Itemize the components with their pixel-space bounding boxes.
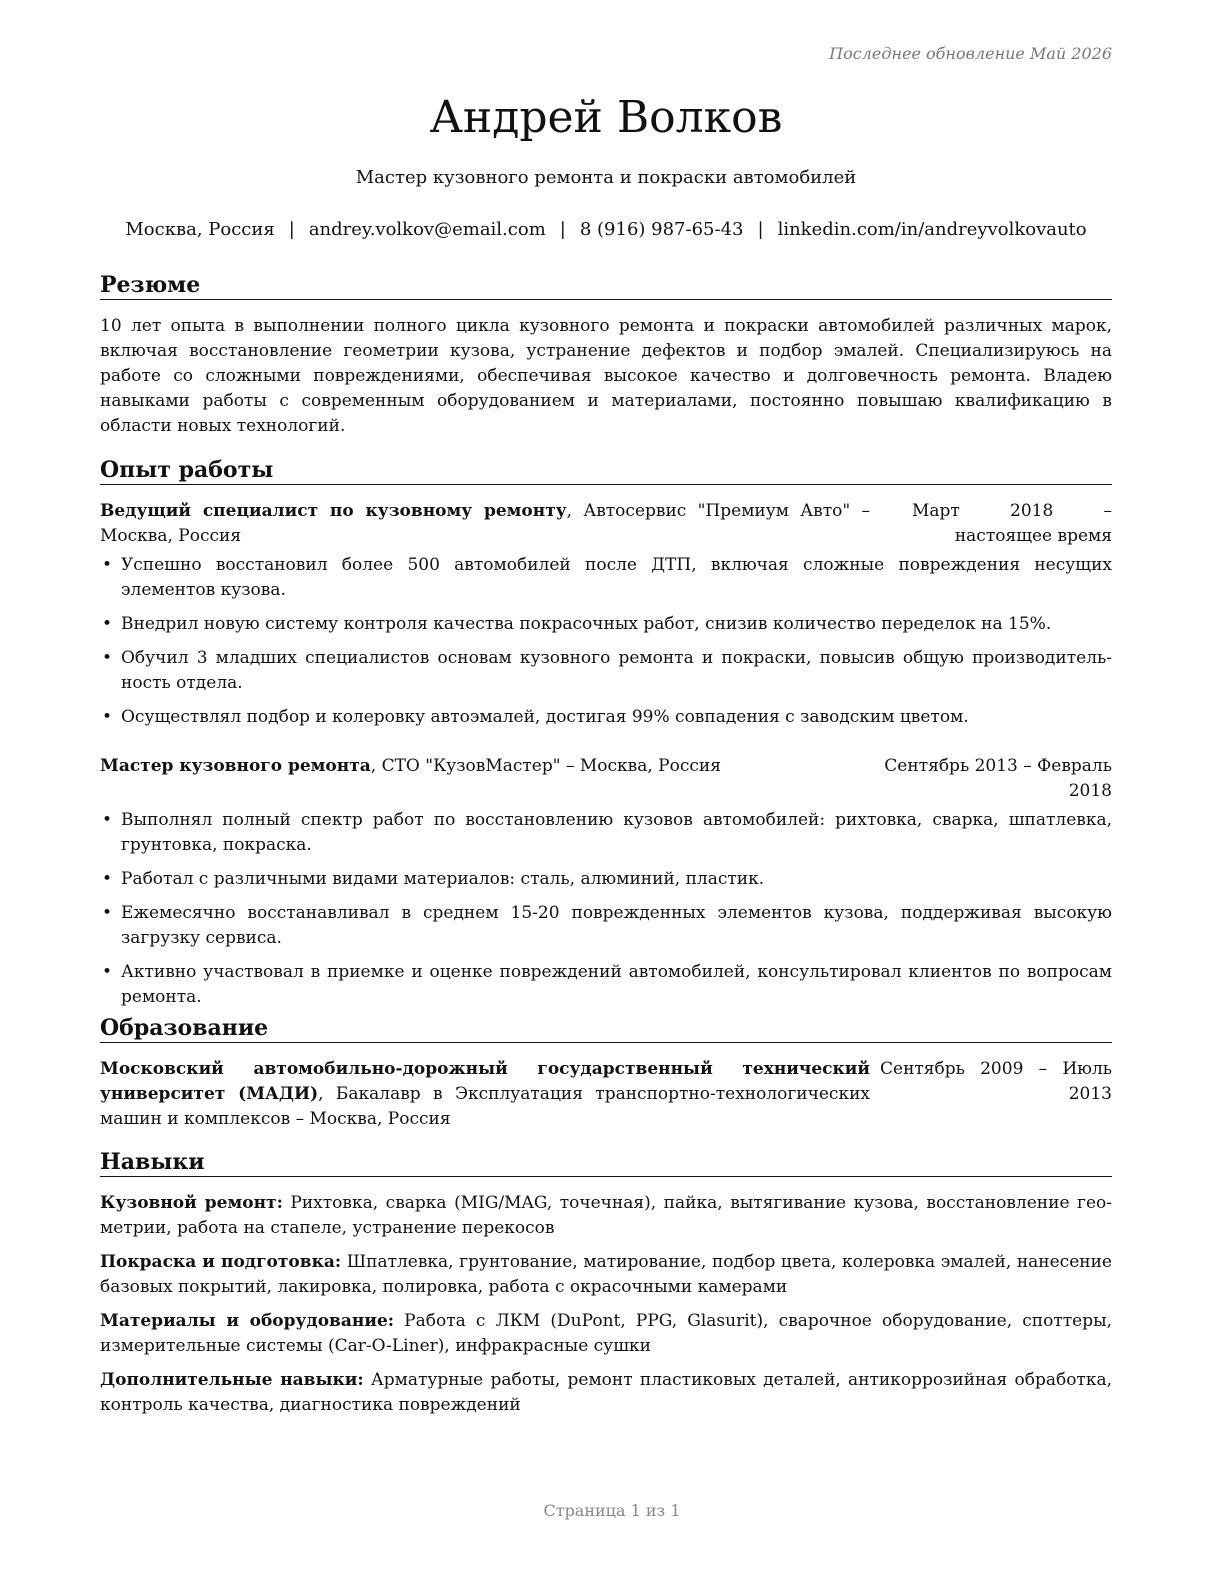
contact-separator: | xyxy=(757,219,764,240)
summary-heading: Резюме xyxy=(100,271,1112,300)
skill-text: Арматурные работы, ремонт пластиковых деталей, антикоррозийная обработка, контроль качества, диагностика повреждений xyxy=(100,1370,1112,1415)
job-entry xyxy=(100,754,1112,1010)
summary-text: 10 лет опыта в выполнении полного цикла кузовного ремонта и покраски автомобилей различных марок, включая восстановление геометрии кузова, устранение дефектов и подбор эмалей. Специализируюсь на работе со сложными повреждениями, обеспечивая высокое качество и долговечность ремонта. Владею навыками работы с современным оборудованием и материалами, постоянно повышаю квалификацию в области новых технологий. xyxy=(100,316,1112,436)
job-org: , СТО "КузовМастер" – Москва, Россия xyxy=(370,756,721,776)
skills-heading: Навыки xyxy=(100,1148,1112,1177)
job-bullet: • Выполнял полный спектр работ по восстановлению кузовов автомобилей: рихтовка, сварка, шпатлевка, грунтовка, покраска. xyxy=(100,808,1112,858)
job-bullet: • Осуществлял подбор и колеровку автоэмалей, достигая 99% совпадения с заводским цветом. xyxy=(100,705,1112,730)
job-bullets xyxy=(100,553,1112,730)
job-org: , Автосервис "Премиум Авто" – Москва, Россия xyxy=(100,501,871,546)
skill-label: Покраска и подготовка: xyxy=(100,1252,342,1272)
skill-item xyxy=(100,1309,1112,1359)
skills-section xyxy=(100,1148,1112,1427)
contact-linkedin[interactable]: linkedin.com/in/andreyvolkovauto xyxy=(777,219,1087,240)
job-entry xyxy=(100,499,1112,730)
education-heading: Образование xyxy=(100,1014,1112,1043)
job-bullets xyxy=(100,808,1112,1010)
contact-phone[interactable]: 8 (916) 987-65-43 xyxy=(579,219,744,240)
education-school: Московский автомобильно-дорожный государственный технический университет (МАДИ) xyxy=(100,1059,870,1104)
education-title-line xyxy=(100,1057,870,1132)
skill-item xyxy=(100,1191,1112,1241)
summary-section xyxy=(100,271,1112,439)
education-header xyxy=(100,1057,1112,1132)
job-header xyxy=(100,754,1112,804)
job-bullet: • Успешно восстановил более 500 автомобилей после ДТП, включая сложные повреждения несущих элементов кузова. xyxy=(100,553,1112,603)
job-bullet: • Ежемесячно восстанавливал в среднем 15-20 поврежденных элементов кузова, поддерживая высокую загрузку сервиса. xyxy=(100,901,1112,951)
candidate-name: Андрей Волков xyxy=(429,92,783,143)
education-details: , Бакалавр в Эксплуатация транспортно-технологических машин и комплексов – Москва, Россия xyxy=(100,1084,870,1129)
job-bullet: • Обучил 3 младших специалистов основам кузовного ремонта и покраски, повысив общую производительность отдела. xyxy=(100,646,1112,696)
contact-line xyxy=(100,219,1112,240)
education-section xyxy=(100,1014,1112,1132)
page-number: Страница 1 из 1 xyxy=(543,1501,681,1520)
skills-list xyxy=(100,1191,1112,1418)
skill-text: Шпатлевка, грунтование, матирование, подбор цвета, колеровка эмалей, нанесение базовых покрытий, лакировка, полировка, работа с окрасочными камерами xyxy=(100,1252,1112,1297)
candidate-title: Мастер кузовного ремонта и покраски автомобилей xyxy=(355,167,857,188)
last-updated: Последнее обновление Май 2026 xyxy=(829,44,1112,63)
contact-location: Москва, Россия xyxy=(125,219,275,240)
job-dates: Сентябрь 2013 – Февраль 2018 xyxy=(884,756,1112,801)
contact-separator: | xyxy=(559,219,566,240)
skill-label: Кузовной ремонт: xyxy=(100,1193,283,1213)
job-role: Мастер кузовного ремонта xyxy=(100,756,371,776)
skill-item xyxy=(100,1368,1112,1418)
job-dates: Март 2018 – настоящее время xyxy=(912,501,1112,546)
contact-separator: | xyxy=(288,219,295,240)
skill-label: Материалы и оборудование: xyxy=(100,1311,395,1331)
skill-item xyxy=(100,1250,1112,1300)
job-bullet: • Работал с различными видами материалов: сталь, алюминий, пластик. xyxy=(100,867,1112,892)
experience-heading: Опыт работы xyxy=(100,456,1112,485)
education-entry xyxy=(100,1057,1112,1132)
education-dates: Сентябрь 2009 – Июль 2013 xyxy=(880,1059,1112,1104)
job-header xyxy=(100,499,1112,549)
contact-email[interactable]: andrey.volkov@email.com xyxy=(308,219,546,240)
experience-section xyxy=(100,456,1112,1019)
job-bullet: • Активно участвовал в приемке и оценке повреждений автомобилей, консультировал клиентов по вопросам ремонта. xyxy=(100,960,1112,1010)
job-title-line xyxy=(100,754,800,779)
skill-text: Рихтовка, сварка (MIG/MAG, точечная), пайка, вытягивание кузова, восстановление геометрии, работа на стапеле, устранение перекосов xyxy=(100,1193,1113,1238)
job-role: Ведущий специалист по кузовному ремонту xyxy=(100,501,567,521)
skill-label: Дополнительные навыки: xyxy=(100,1370,364,1390)
job-title-line xyxy=(100,499,870,549)
skill-text: Работа с ЛКМ (DuPont, PPG, Glasurit), сварочное оборудование, споттеры, измерительные системы (Car-O-Liner), инфракрасные сушки xyxy=(100,1311,1113,1356)
job-bullet: • Внедрил новую систему контроля качества покрасочных работ, снизив количество переделок на 15%. xyxy=(100,612,1112,637)
